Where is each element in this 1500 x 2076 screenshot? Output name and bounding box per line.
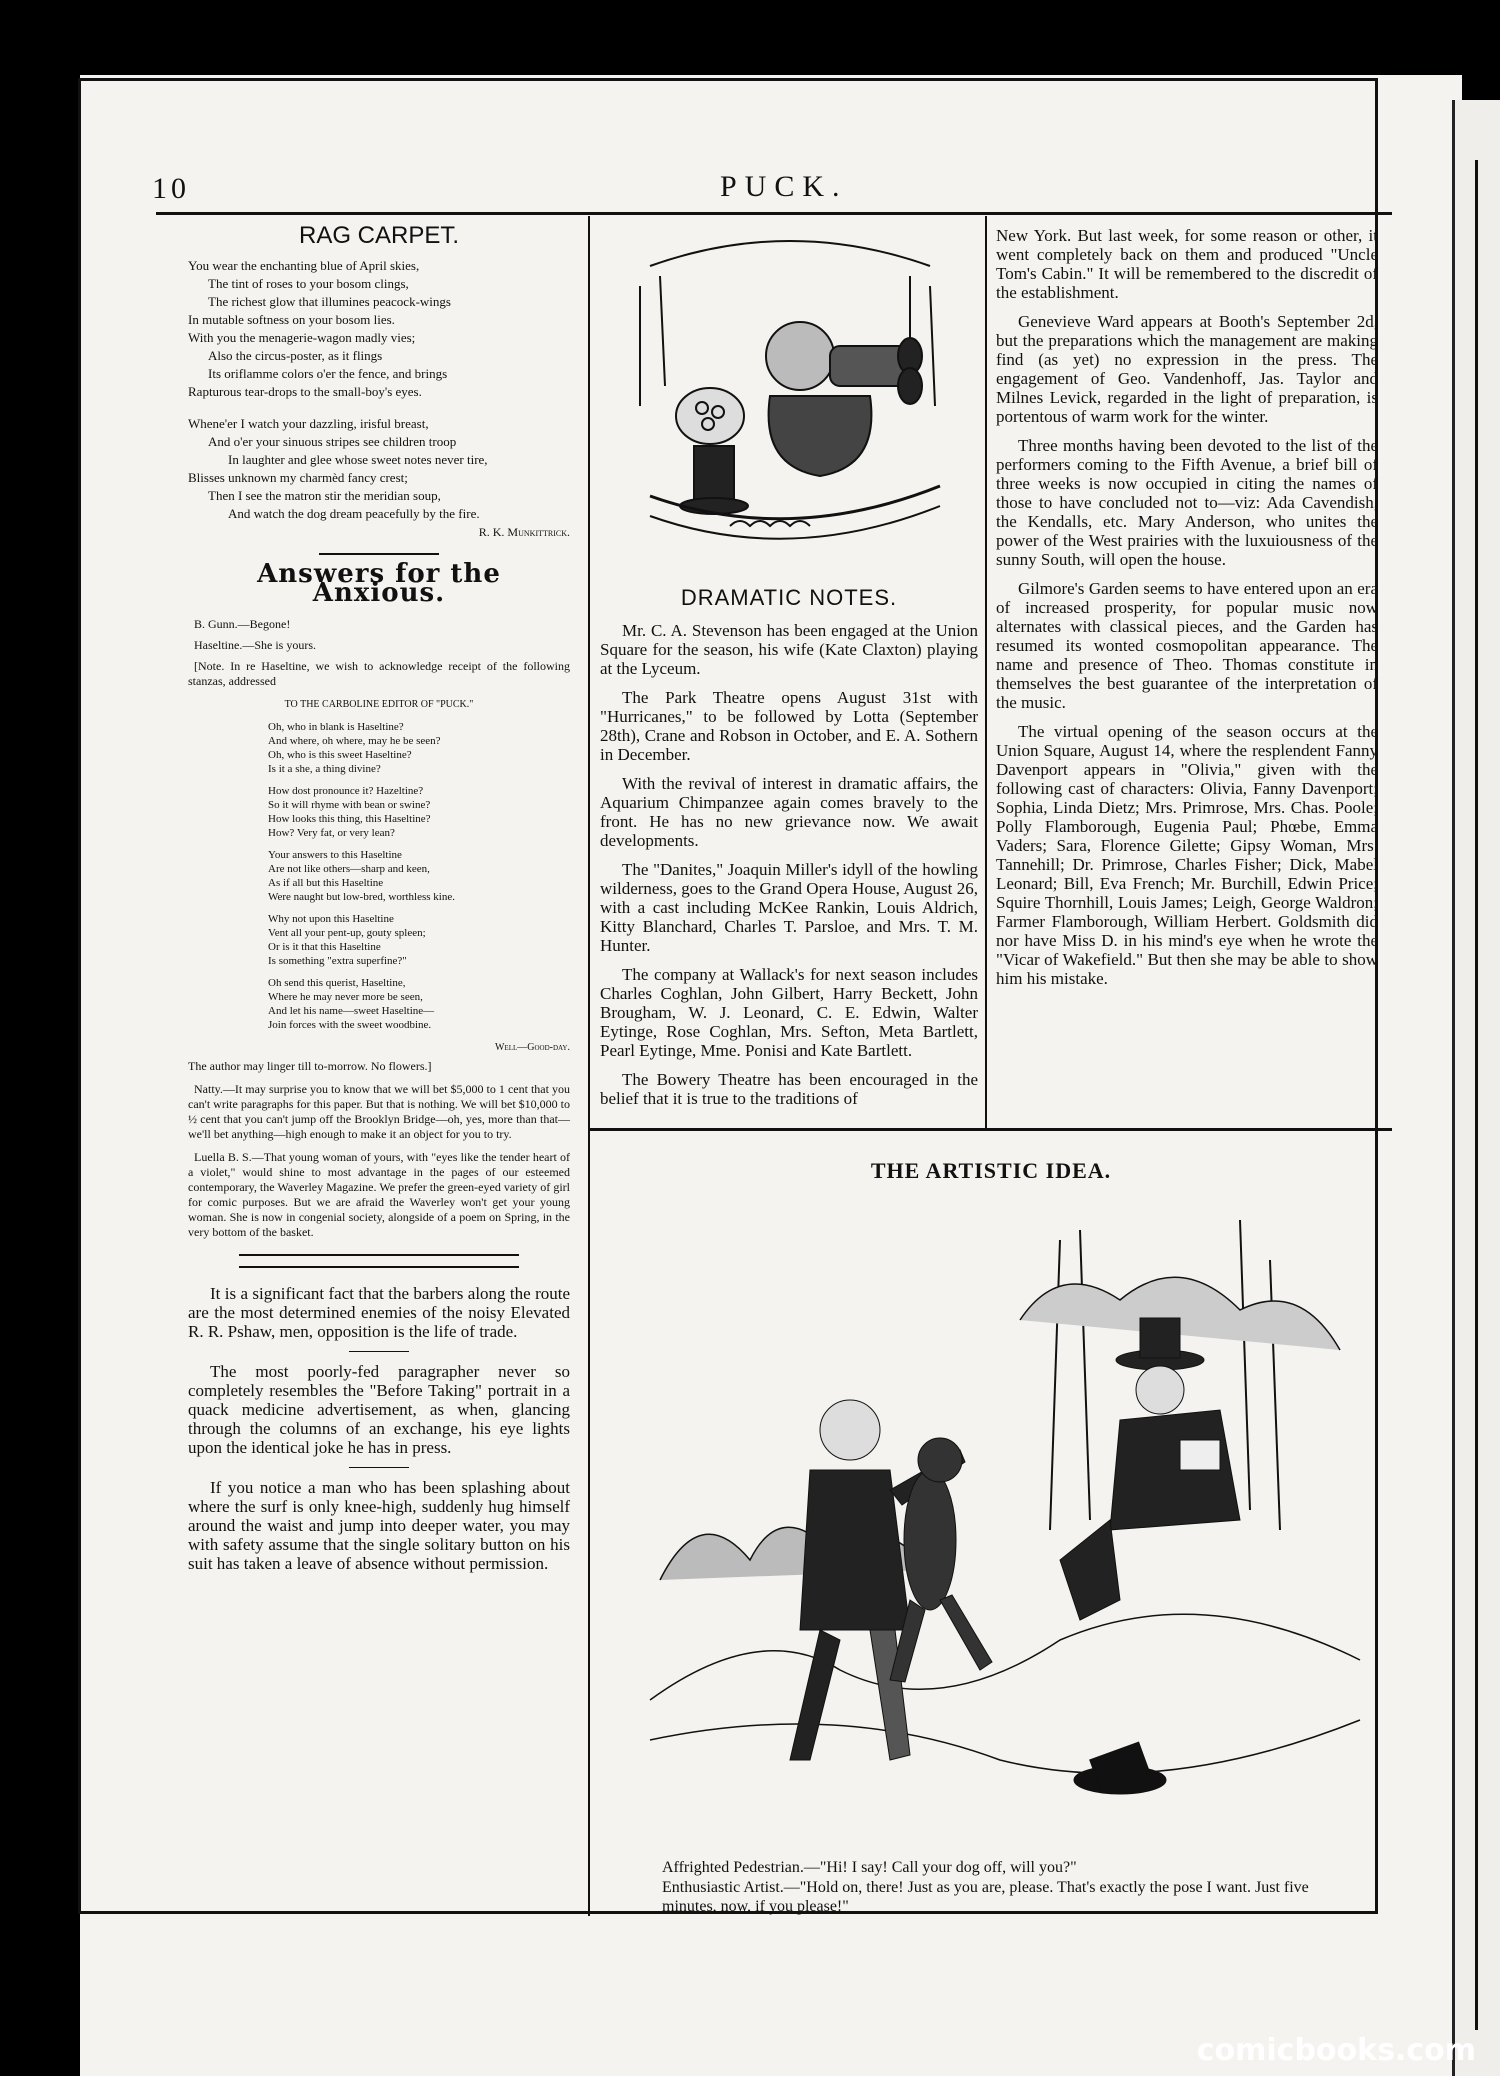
right-column bbox=[996, 226, 1378, 998]
paragraph: If you notice a man who has been splashing about where the surf is only knee-high, suddenly hug himself around the waist and jump into deeper water, you may with safety assume that the single solitary button on his suit has taken a leave of absence without permission. bbox=[188, 1478, 570, 1573]
poem-line: You wear the enchanting blue of April skies, bbox=[188, 258, 420, 273]
left-column bbox=[188, 222, 570, 1583]
masthead-title: PUCK. bbox=[720, 170, 848, 203]
poem-line: And watch the dog dream peacefully by the fire. bbox=[228, 506, 480, 521]
separator bbox=[319, 553, 439, 555]
poem-line: And o'er your sinuous stripes see children troop bbox=[208, 434, 457, 449]
paragraph: The "Danites," Joaquin Miller's idyll of the howling wilderness, goes to the Grand Opera House, August 26, with a cast including McKee Rankin, Louis Aldrich, Kitty Blanchard, Charles T. Parsloe, and Mrs. T. M. Hunter. bbox=[600, 860, 978, 955]
stanza: Oh send this querist, Haseltine, Where he may never more be seen, And let his name—sweet Haseltine— Join forces with the sweet woodbine. bbox=[268, 977, 435, 1031]
poem-line: Blisses unknown my charmèd fancy crest; bbox=[188, 470, 408, 485]
column-divider-left bbox=[588, 216, 590, 1916]
poem-line: The richest glow that illumines peacock-wings bbox=[208, 294, 451, 309]
poem-line: With you the menagerie-wagon madly vies; bbox=[188, 330, 416, 345]
paragraph: It is a significant fact that the barbers along the route are the most determined enemies of the noisy Elevated R. R. Pshaw, men, opposition is the life of trade. bbox=[188, 1284, 570, 1341]
answer-para: [Note. In re Haseltine, we wish to acknowledge receipt of the following stanzas, addressed bbox=[188, 659, 570, 688]
poem-line: Also the circus-poster, as it flings bbox=[208, 348, 383, 363]
binoculars-illustration bbox=[610, 226, 970, 566]
poem-line: In laughter and glee whose sweet notes never tire, bbox=[228, 452, 488, 467]
separator bbox=[349, 1467, 409, 1468]
answers-section bbox=[188, 617, 570, 1240]
paragraph: The virtual opening of the season occurs at the Union Square, August 14, where the resplendent Fanny Davenport appears in "Olivia," given with the following cast of characters: Olivia, Fanny Davenport; Sophia, Linda Dietz; Mrs. Primrose, Mrs. Chas. Poole; Polly Flamborough, Eugenia Paul; Phœbe, Emma Vaders; Sara, Florence Gilette; Gipsy Woman, Mrs. Tannehill; Dr. Primrose, Charles Fisher; Dick, Mabel Leonard; Bill, Eva French; Mr. Burchill, Edwin Price; Squire Thornhill, Louis James; Leigh, George Waldron; Farmer Flamborough, William Herbert. Goldsmith did nor have Miss D. in his mind's eye when he wrote the "Vicar of Wakefield." But then she may be able to show him his mistake. bbox=[996, 722, 1378, 988]
dramatic-notes-title: DRAMATIC NOTES. bbox=[680, 585, 898, 610]
stanza-heading: TO THE CARBOLINE EDITOR OF "PUCK." bbox=[284, 699, 474, 710]
paragraph: The Park Theatre opens August 31st with "Hurricanes," to be followed by Lotta (September 28th), Crane and Robson in October, and E. A. Sothern in December. bbox=[600, 688, 978, 764]
answer-para: B. Gunn.—Begone! bbox=[194, 617, 291, 631]
paragraph: The company at Wallack's for next season includes Charles Coghlan, John Gilbert, Harry Beckett, John Brougham, W. J. Leonard, C. E. Edwin, Walter Eytinge, Rose Coghlan, Mrs. Sefton, Meta Bartlett, Pearl Eytinge, Mme. Ponisi and Kate Bartlett. bbox=[600, 965, 978, 1060]
dramatic-notes-column bbox=[600, 585, 978, 1118]
paragraph: Gilmore's Garden seems to have entered upon an era of increased prosperity, for popular music now alternates with classical pieces, and the Garden has resumed its wonted cosmopolitan appearance. The name and presence of Theo. Thomas constitute in themselves the best guarantee of the interpretation of the music. bbox=[996, 579, 1378, 712]
poem-line: Its oriflamme colors o'er the fence, and brings bbox=[208, 366, 448, 381]
paragraph: Mr. C. A. Stevenson has been engaged at the Union Square for the season, his wife (Kate Claxton) playing at the Lyceum. bbox=[600, 621, 978, 678]
header-rule bbox=[156, 212, 1392, 215]
page-number: 10 bbox=[152, 172, 190, 205]
stanza: Why not upon this Haseltine Vent all your pent-up, gouty spleen; Or is it that this Haseltine Is something "extra superfine?" bbox=[268, 913, 426, 967]
caption-pedestrian: Affrighted Pedestrian.—"Hi! I say! Call your dog off, will you?" bbox=[662, 1859, 1077, 1876]
paragraph: Three months having been devoted to the list of the performers coming to the Fifth Avenue, a brief bill of three weeks is now occupied in citing the names of those to have concluded not to—viz: Ada Cavendish, the Kendalls, etc. Mary Anderson, who unites the power of the West prairies with the luxuiousness of the sunny South, will open the house. bbox=[996, 436, 1378, 569]
poem-line: The tint of roses to your bosom clings, bbox=[208, 276, 409, 291]
poem-line: Then I see the matron stir the meridian soup, bbox=[208, 488, 441, 503]
paragraph: The Bowery Theatre has been encouraged in the belief that it is true to the traditions of bbox=[600, 1070, 978, 1108]
poem-line: Whene'er I watch your dazzling, irisful breast, bbox=[188, 416, 429, 431]
poem-author: R. K. Munkittrick. bbox=[478, 525, 570, 539]
paragraph: The most poorly-fed paragrapher never so completely resembles the "Before Taking" portrait in a quack medicine advertisement, as when, glancing through the columns of an exchange, his eye lights upon the identical joke he has in press. bbox=[188, 1362, 570, 1457]
poem-line: In mutable softness on your bosom lies. bbox=[188, 312, 395, 327]
stanza: Your answers to this Haseltine Are not like others—sharp and keen, As if all but this Haseltine Were naught but low-bred, worthless kine. bbox=[268, 849, 455, 903]
answer-para: Luella B. S.—That young woman of yours, with "eyes like the tender heart of a violet," would shine to most advantage in the pages of our esteemed contemporary, the Waverley Magazine. We prefer the green-eyed variety of girl for comic purposes. But we are afraid the Waverley won't get your young woman. She is now in congenial society, alongside of a poem on Spring, in the very bottom of the basket. bbox=[188, 1150, 570, 1239]
column-divider-right bbox=[985, 216, 987, 1128]
rag-carpet-title: RAG CARPET. bbox=[298, 222, 460, 249]
paragraph: New York. But last week, for some reason or other, it went completely back on them and produced "Uncle Tom's Cabin." It will be remembered to the discredit of the establishment. bbox=[996, 226, 1378, 302]
rag-carpet-poem bbox=[188, 257, 570, 541]
illustration-top-rule bbox=[590, 1128, 1392, 1131]
separator bbox=[349, 1351, 409, 1352]
stanza: Oh, who in blank is Haseltine? And where, oh where, may he be seen? Oh, who is this sweet Haseltine? Is it a she, a thing divine? bbox=[268, 721, 441, 775]
answer-para: Haseltine.—She is yours. bbox=[194, 638, 316, 652]
paragraph: Genevieve Ward appears at Booth's September 2d, but the preparations which the management are making find (as yet) no expression in the press. The engagement of Geo. Vandenhoff, Jas. Taylor and Milnes Levick, regarded in the light of preparation, is portentous of warm work for the winter. bbox=[996, 312, 1378, 426]
poem-line: Rapturous tear-drops to the small-boy's eyes. bbox=[188, 384, 422, 399]
next-page-edge bbox=[1452, 100, 1500, 2076]
caption-artist: Enthusiastic Artist.—"Hold on, there! Just as you are, please. That's exactly the pose I want. Just five minutes, now, if you please!" bbox=[662, 1879, 1309, 1915]
paragraph: With the revival of interest in dramatic affairs, the Aquarium Chimpanzee again comes bravely to the front. He has no new grievance now. We await developments. bbox=[600, 774, 978, 850]
answers-title: Answers for the Anxious. bbox=[257, 559, 501, 608]
artistic-idea-illustration bbox=[640, 1200, 1370, 1840]
answer-para: The author may linger till to-morrow. No flowers.] bbox=[188, 1059, 432, 1073]
stanza-signature: Well—Good-day. bbox=[494, 1042, 570, 1053]
stanza: How dost pronounce it? Hazeltine? So it will rhyme with bean or swine? How looks this thing, this Haseltine? How? Very fat, or very lean? bbox=[268, 785, 431, 839]
answer-para: Natty.—It may surprise you to know that we will bet $5,000 to 1 cent that you can't write paragraphs for this paper. But that is nothing. We will bet $10,000 to ½ cent that you can't jump off the Brooklyn Bridge—oh, yes, more than that—we'll bet anything—high enough to make it an object for you to try. bbox=[188, 1082, 570, 1141]
watermark: comicbooks.com bbox=[1196, 2033, 1476, 2068]
separator bbox=[239, 1254, 519, 1256]
artistic-idea-title: THE ARTISTIC IDEA. bbox=[870, 1158, 1112, 1183]
